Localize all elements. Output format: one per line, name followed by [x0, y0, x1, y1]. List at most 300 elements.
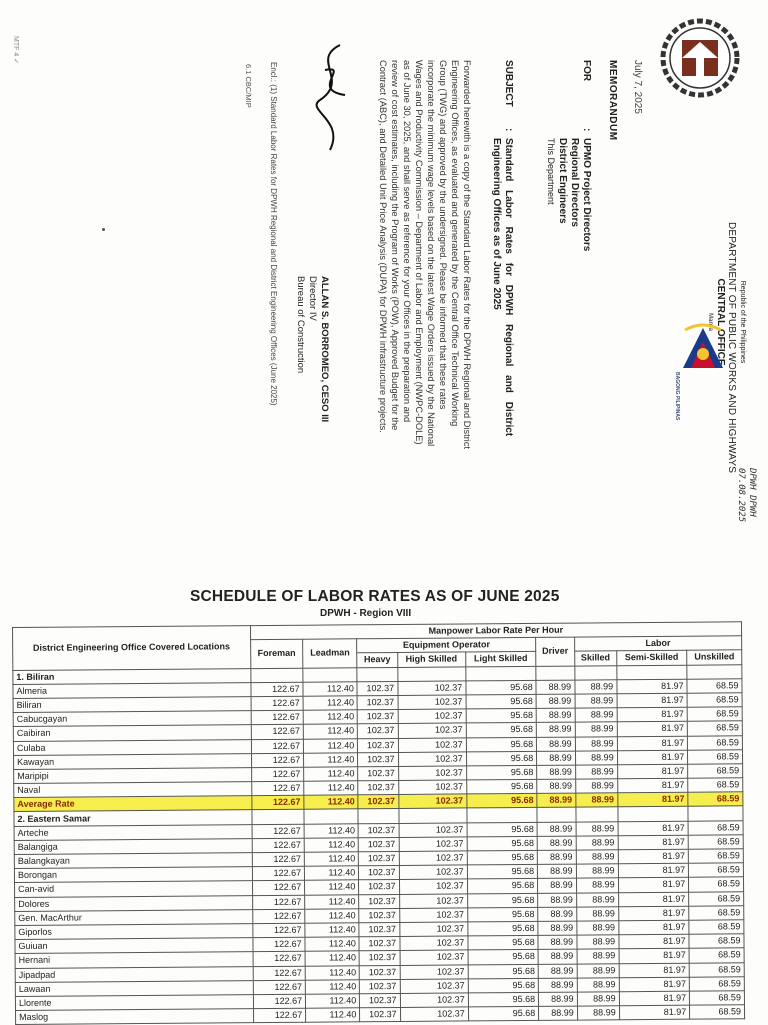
location-name: Gen. MacArthur [15, 909, 253, 925]
empty-cell [537, 808, 576, 822]
rate-cell: 122.67 [253, 994, 306, 1009]
empty-cell [616, 665, 687, 680]
republic-line: Republic of the Philippines [739, 280, 746, 364]
location-name: Arteche [14, 824, 252, 840]
rate-cell: 95.68 [467, 822, 538, 837]
rate-cell: 102.37 [399, 893, 467, 908]
rate-cell: 112.40 [305, 866, 359, 881]
location-name: Llorente [15, 994, 253, 1010]
rate-cell: 81.97 [617, 707, 688, 722]
rate-cell: 102.37 [398, 780, 466, 795]
rate-cell: 122.67 [253, 952, 306, 967]
header-driver: Driver [536, 637, 575, 666]
rate-cell: 102.37 [400, 964, 468, 979]
rate-cell: 88.99 [539, 1006, 578, 1020]
rate-cell: 102.37 [398, 737, 466, 752]
rate-cell: 112.40 [303, 682, 357, 697]
rate-cell: 102.37 [358, 795, 398, 810]
rate-cell: 102.37 [359, 908, 399, 923]
stamp-line-2: 07.08.2025 [736, 468, 746, 523]
rate-cell: 112.40 [305, 937, 359, 952]
rate-cell: 95.68 [466, 737, 537, 752]
rate-cell: 122.67 [251, 710, 304, 725]
rate-cell: 88.99 [575, 779, 617, 794]
rate-cell: 88.99 [577, 949, 619, 964]
rate-cell: 102.37 [358, 752, 398, 767]
rate-cell: 102.37 [357, 695, 397, 710]
rate-cell: 81.97 [617, 722, 688, 737]
department-name: DEPARTMENT OF PUBLIC WORKS AND HIGHWAYS [726, 222, 737, 474]
header-light-skilled: Light Skilled [465, 652, 536, 667]
rate-cell: 88.99 [538, 964, 577, 978]
rate-cell: 95.68 [467, 850, 538, 865]
labor-rates-table [12, 621, 745, 1025]
header-high-skilled: High Skilled [397, 652, 465, 667]
stray-mark [102, 228, 105, 231]
location-name: Balangkayan [14, 853, 252, 869]
rate-cell: 102.37 [359, 894, 399, 909]
rate-cell: 88.99 [575, 765, 617, 780]
signatory-name: ALLAN S. BORROMEO, CESO III [319, 276, 330, 423]
location-name: Maslog [16, 1009, 254, 1025]
rate-cell: 81.97 [619, 963, 690, 978]
rate-cell: 122.67 [252, 838, 305, 853]
location-name: Cabucgayan [13, 711, 251, 727]
rate-cell: 102.37 [399, 823, 467, 838]
rate-cell: 88.99 [538, 949, 577, 963]
rate-cell: 122.67 [252, 895, 305, 910]
province-name: 1. Biliran [13, 668, 251, 684]
header-equipment-operator: Equipment Operator [357, 638, 536, 654]
rate-cell: 112.40 [305, 979, 359, 994]
rate-cell: 122.67 [252, 866, 305, 881]
rate-cell: 112.40 [305, 894, 359, 909]
rate-cell: 102.37 [359, 951, 399, 966]
location-name: Lawaan [15, 980, 253, 996]
rate-cell: 68.59 [688, 764, 743, 779]
rate-cell: 102.37 [358, 738, 398, 753]
rate-cell: 102.37 [358, 823, 398, 838]
rate-cell: 102.37 [360, 1008, 400, 1023]
rate-cell: 68.59 [690, 1005, 745, 1020]
rate-cell: 81.97 [618, 821, 689, 836]
rate-cell: 68.59 [690, 991, 745, 1006]
rate-cell: 88.99 [538, 878, 577, 892]
rate-cell: 88.99 [537, 822, 576, 836]
rate-cell: 68.59 [688, 749, 743, 764]
empty-cell [687, 664, 742, 679]
rate-cell: 102.37 [358, 781, 398, 796]
rate-cell: 68.59 [689, 920, 744, 935]
rate-cell: 122.67 [251, 682, 304, 697]
empty-cell [357, 667, 397, 682]
rate-cell: 102.37 [398, 766, 466, 781]
rate-cell: 88.99 [537, 836, 576, 850]
rate-cell: 95.68 [467, 836, 538, 851]
rate-cell: 88.99 [576, 878, 618, 893]
rate-cell: 68.59 [689, 962, 744, 977]
rate-cell: 88.99 [537, 737, 576, 751]
location-name: Borongan [14, 867, 252, 883]
rate-cell: 81.97 [619, 934, 690, 949]
empty-cell [399, 808, 467, 823]
rate-cell: 112.40 [305, 923, 359, 938]
location-name: Biliran [13, 697, 251, 713]
rate-cell: 88.99 [577, 963, 619, 978]
rate-cell: 88.99 [575, 736, 617, 751]
rate-cell: 88.99 [575, 708, 617, 723]
rate-cell: 81.97 [619, 977, 690, 992]
rate-cell: 112.40 [304, 767, 358, 782]
dpwh-seal-icon [660, 18, 740, 98]
rate-cell: 68.59 [689, 976, 744, 991]
rate-cell: 68.59 [688, 820, 743, 835]
rate-cell: 122.67 [253, 1008, 306, 1023]
subject-label: SUBJECT [503, 60, 514, 107]
header-office: District Engineering Office Covered Locations [13, 626, 251, 670]
rate-cell: 88.99 [538, 907, 577, 921]
location-name: Can-avid [15, 881, 253, 897]
rate-cell: 88.99 [538, 850, 577, 864]
rate-cell: 102.37 [400, 993, 468, 1008]
rate-cell: 88.99 [539, 978, 578, 992]
header-labor: Labor [574, 636, 741, 652]
empty-cell [304, 809, 358, 824]
rate-cell: 112.40 [304, 852, 358, 867]
subject-line-2: Engineering Offices as of June 2025 [491, 138, 502, 310]
rate-cell: 88.99 [536, 680, 575, 694]
rate-cell: 122.67 [252, 795, 305, 810]
rate-cell: 122.67 [252, 909, 305, 924]
rate-cell: 112.40 [304, 781, 358, 796]
empty-cell [536, 666, 575, 680]
rate-cell: 102.37 [399, 865, 467, 880]
rate-cell: 88.99 [538, 935, 577, 949]
rate-cell: 122.67 [253, 923, 306, 938]
rate-cell: 102.37 [360, 965, 400, 980]
rate-cell: 88.99 [576, 836, 618, 851]
rate-cell: 122.67 [252, 852, 305, 867]
rate-cell: 81.97 [618, 906, 689, 921]
rate-cell: 102.37 [359, 837, 399, 852]
rate-cell: 88.99 [575, 722, 617, 737]
rate-cell: 68.59 [688, 792, 743, 807]
rate-cell: 122.67 [251, 767, 304, 782]
rate-cell: 88.99 [539, 992, 578, 1006]
bagong-pilipinas-text: BAGONG PILIPINAS [674, 372, 680, 421]
rate-cell: 102.37 [360, 993, 400, 1008]
margin-note: MTF 4 ✓ [12, 36, 19, 65]
rate-cell: 102.37 [399, 851, 467, 866]
rate-cell: 88.99 [537, 751, 576, 765]
empty-cell [466, 666, 537, 681]
rate-cell: 95.68 [468, 950, 539, 965]
rate-cell: 112.40 [306, 994, 360, 1009]
location-name: Giporlos [15, 924, 253, 940]
rate-cell: 102.37 [358, 710, 398, 725]
rate-cell: 122.67 [252, 824, 305, 839]
empty-cell [467, 808, 538, 823]
rate-cell: 95.68 [467, 907, 538, 922]
rate-cell: 81.97 [618, 863, 689, 878]
rate-cell: 102.37 [400, 950, 468, 965]
empty-cell [575, 665, 617, 680]
location-name: Dolores [15, 895, 253, 911]
rate-cell: 81.97 [617, 750, 688, 765]
rate-cell: 68.59 [688, 835, 743, 850]
rate-cell: 112.40 [305, 880, 359, 895]
rate-cell: 88.99 [576, 821, 618, 836]
rate-cell: 81.97 [619, 949, 690, 964]
empty-cell [618, 807, 689, 822]
for-colon: : [581, 128, 592, 132]
rate-cell: 88.99 [576, 906, 618, 921]
rate-cell: 102.37 [360, 979, 400, 994]
rate-cell: 81.97 [618, 892, 689, 907]
rate-cell: 112.40 [305, 965, 359, 980]
rate-cell: 95.68 [468, 964, 539, 979]
rate-cell: 122.67 [251, 781, 304, 796]
location-name: Almeria [13, 682, 251, 698]
rate-cell: 88.99 [537, 793, 576, 807]
empty-cell [688, 806, 743, 821]
rate-cell: 95.68 [466, 709, 537, 724]
rate-cell: 68.59 [689, 948, 744, 963]
header-leadman: Leadman [303, 639, 357, 668]
rate-cell: 112.40 [304, 738, 358, 753]
rate-cell: 81.97 [618, 849, 689, 864]
rate-cell: 68.59 [687, 693, 742, 708]
memorandum-label: MEMORANDUM [607, 60, 618, 141]
rate-cell: 88.99 [576, 793, 618, 808]
location-name: Hernani [15, 952, 253, 968]
rate-cell: 81.97 [618, 835, 689, 850]
rate-cell: 88.99 [575, 750, 617, 765]
rate-cell: 102.37 [398, 709, 466, 724]
empty-cell [251, 668, 304, 683]
rate-cell: 88.99 [536, 708, 575, 722]
location-name: Caibiran [13, 725, 251, 741]
rate-cell: 112.40 [303, 724, 357, 739]
rate-cell: 95.68 [467, 794, 538, 809]
rate-cell: 95.68 [466, 751, 537, 766]
rate-cell: 88.99 [538, 921, 577, 935]
rate-cell: 68.59 [689, 877, 744, 892]
rate-cell: 88.99 [576, 850, 618, 865]
city-line: Manila [707, 313, 713, 331]
enclosure-note: Encl.: (1) Standard Labor Rates for DPWH Regional and District Engineering Offices (June 2025) [269, 62, 278, 406]
rate-cell: 88.99 [538, 864, 577, 878]
rate-cell: 68.59 [689, 863, 744, 878]
rate-cell: 102.37 [398, 794, 466, 809]
rate-cell: 88.99 [577, 921, 619, 936]
rate-cell: 112.40 [303, 710, 357, 725]
body-line-1: Forwarded herewith is a copy of the Standard Labor Rates for the DPWH Regional and District [462, 60, 472, 450]
rate-cell: 81.97 [617, 764, 688, 779]
rate-cell: 102.37 [399, 908, 467, 923]
header-unskilled: Unskilled [687, 650, 742, 665]
recipient-this-department: This Department [546, 138, 556, 205]
rate-cell: 102.37 [359, 937, 399, 952]
location-name: Kawayan [14, 753, 252, 769]
rate-cell: 112.40 [304, 752, 358, 767]
rate-cell: 88.99 [537, 765, 576, 779]
rate-cell: 68.59 [689, 906, 744, 921]
location-name: Guiuan [15, 938, 253, 954]
signatory-title: Director IV [307, 276, 318, 321]
header-semi-skilled: Semi-Skilled [616, 651, 687, 666]
rate-cell: 95.68 [466, 765, 537, 780]
rate-cell: 122.67 [253, 937, 306, 952]
rate-cell: 122.67 [251, 739, 304, 754]
rate-cell: 88.99 [537, 722, 576, 736]
schedule-subtitle: DPWH - Region VIII [320, 608, 412, 619]
average-rate-label: Average Rate [14, 796, 252, 812]
rate-cell: 88.99 [577, 935, 619, 950]
body-line-6: as of June 30, 2025, and shall serve as reference for your Offices in the preparation and [402, 60, 412, 423]
rate-cell: 81.97 [617, 679, 688, 694]
rate-cell: 102.37 [359, 922, 399, 937]
rate-cell: 102.37 [398, 752, 466, 767]
rate-cell: 68.59 [688, 849, 743, 864]
rate-cell: 88.99 [537, 779, 576, 793]
schedule-title: SCHEDULE OF LABOR RATES AS OF JUNE 2025 [190, 588, 560, 605]
labor-rates-body [13, 664, 745, 1024]
rate-cell: 95.68 [467, 879, 538, 894]
rate-cell: 81.97 [617, 778, 688, 793]
rate-cell: 112.40 [304, 823, 358, 838]
body-line-4: incorporate the minimum wage levels based on the latest Wage Orders issued by the National [426, 60, 436, 447]
rate-cell: 81.97 [617, 693, 688, 708]
stamp-line-1: DPWH DPWH [747, 468, 757, 517]
for-label: FOR [581, 60, 592, 82]
rate-cell: 112.40 [306, 1008, 360, 1023]
empty-cell [358, 809, 398, 824]
header-skilled: Skilled [574, 651, 616, 666]
subject-colon: : [503, 128, 514, 132]
rate-cell: 88.99 [577, 992, 619, 1007]
header-heavy: Heavy [357, 653, 397, 668]
rate-cell: 102.37 [398, 695, 466, 710]
rate-cell: 88.99 [575, 680, 617, 695]
rate-cell: 102.37 [400, 979, 468, 994]
rate-cell: 68.59 [688, 778, 743, 793]
rate-cell: 102.37 [357, 681, 397, 696]
body-line-5: Wages and Productivity Commission – Department of Labor and Employment (NWPC-DOLE) [414, 60, 424, 445]
rate-cell: 102.37 [358, 724, 398, 739]
rate-cell: 95.68 [468, 1006, 539, 1021]
rate-cell: 88.99 [577, 977, 619, 992]
recipient-upmo: UPMO Project Directors [581, 138, 592, 252]
rate-cell: 122.67 [253, 980, 306, 995]
rate-cell: 122.67 [251, 696, 304, 711]
rate-cell: 88.99 [575, 694, 617, 709]
rate-cell: 95.68 [468, 992, 539, 1007]
recipient-regional-directors: Regional Directors [569, 138, 580, 227]
subject-line-1: Standard Labor Rates for DPWH Regional and District [503, 138, 514, 437]
rate-cell: 81.97 [619, 991, 690, 1006]
empty-cell [397, 667, 465, 682]
rate-cell: 102.37 [359, 880, 399, 895]
signatory-bureau: Bureau of Construction [295, 276, 306, 374]
rate-cell: 81.97 [618, 920, 689, 935]
bagong-pilipinas-logo-icon [673, 318, 733, 378]
rate-cell: 102.37 [358, 766, 398, 781]
location-name: Balangiga [14, 838, 252, 854]
rate-cell: 95.68 [466, 723, 537, 738]
rate-cell: 112.40 [304, 795, 358, 810]
rate-cell: 81.97 [618, 878, 689, 893]
rate-cell: 95.68 [466, 694, 537, 709]
header-manpower: Manpower Labor Rate Per Hour [250, 622, 741, 640]
location-name: Culaba [13, 739, 251, 755]
recipient-district-engineers: District Engineers [557, 138, 568, 224]
province-name: 2. Eastern Samar [14, 810, 252, 826]
rate-cell: 102.37 [399, 922, 467, 937]
rate-cell: 68.59 [689, 891, 744, 906]
rate-cell: 81.97 [619, 1005, 690, 1020]
rate-cell: 68.59 [688, 735, 743, 750]
rate-cell: 68.59 [687, 707, 742, 722]
rate-cell: 102.37 [398, 681, 466, 696]
empty-cell [303, 667, 357, 682]
rate-cell: 112.40 [305, 951, 359, 966]
body-line-2: Engineering Offices, as evaluated and generated by the Central Office Technical Working [450, 60, 460, 427]
rate-cell: 122.67 [251, 725, 304, 740]
location-name: Naval [14, 782, 252, 798]
rate-cell: 88.99 [538, 893, 577, 907]
rate-cell: 88.99 [576, 864, 618, 879]
location-name: Jipadpad [15, 966, 253, 982]
rate-cell: 95.68 [466, 680, 537, 695]
rate-cell: 102.37 [399, 837, 467, 852]
location-name: Maripipi [14, 767, 252, 783]
rate-cell: 102.37 [400, 936, 468, 951]
rate-cell: 81.97 [617, 792, 688, 807]
rate-cell: 102.37 [359, 866, 399, 881]
rate-cell: 102.37 [400, 1007, 468, 1022]
empty-cell [576, 807, 618, 822]
rate-cell: 81.97 [617, 736, 688, 751]
rate-cell: 88.99 [577, 1006, 619, 1021]
rate-cell: 122.67 [252, 881, 305, 896]
rate-cell: 112.40 [305, 909, 359, 924]
body-line-3: Group (TWG) and approved by the undersigned. Please be informed that these rates [438, 60, 448, 410]
rate-cell: 102.37 [359, 851, 399, 866]
rate-cell: 68.59 [689, 934, 744, 949]
office-name: CENTRAL OFFICE [715, 278, 726, 366]
rate-cell: 88.99 [536, 694, 575, 708]
rate-cell: 95.68 [468, 921, 539, 936]
empty-cell [252, 810, 305, 825]
rate-cell: 68.59 [687, 721, 742, 736]
handwritten-signature [300, 40, 360, 160]
rate-cell: 102.37 [399, 879, 467, 894]
rate-cell: 88.99 [576, 892, 618, 907]
rate-cell: 95.68 [468, 978, 539, 993]
rate-cell: 95.68 [467, 865, 538, 880]
body-line-7: review of cost estimates, including the Program of Works (POW), Approved Budget for the [390, 60, 400, 431]
memo-date: July 7, 2025 [632, 60, 643, 114]
rate-cell: 102.37 [398, 723, 466, 738]
reference-code: 6.1 CBC/MIP [244, 64, 253, 108]
rate-cell: 68.59 [687, 679, 742, 694]
rate-cell: 95.68 [468, 936, 539, 951]
body-line-8: Contract (ABC), and Detailed Unit Price Analysis (DUPA) for DPWH infrastructure projects. [378, 60, 388, 433]
rate-cell: 122.67 [253, 966, 306, 981]
rate-cell: 122.67 [251, 753, 304, 768]
rate-cell: 95.68 [467, 893, 538, 908]
